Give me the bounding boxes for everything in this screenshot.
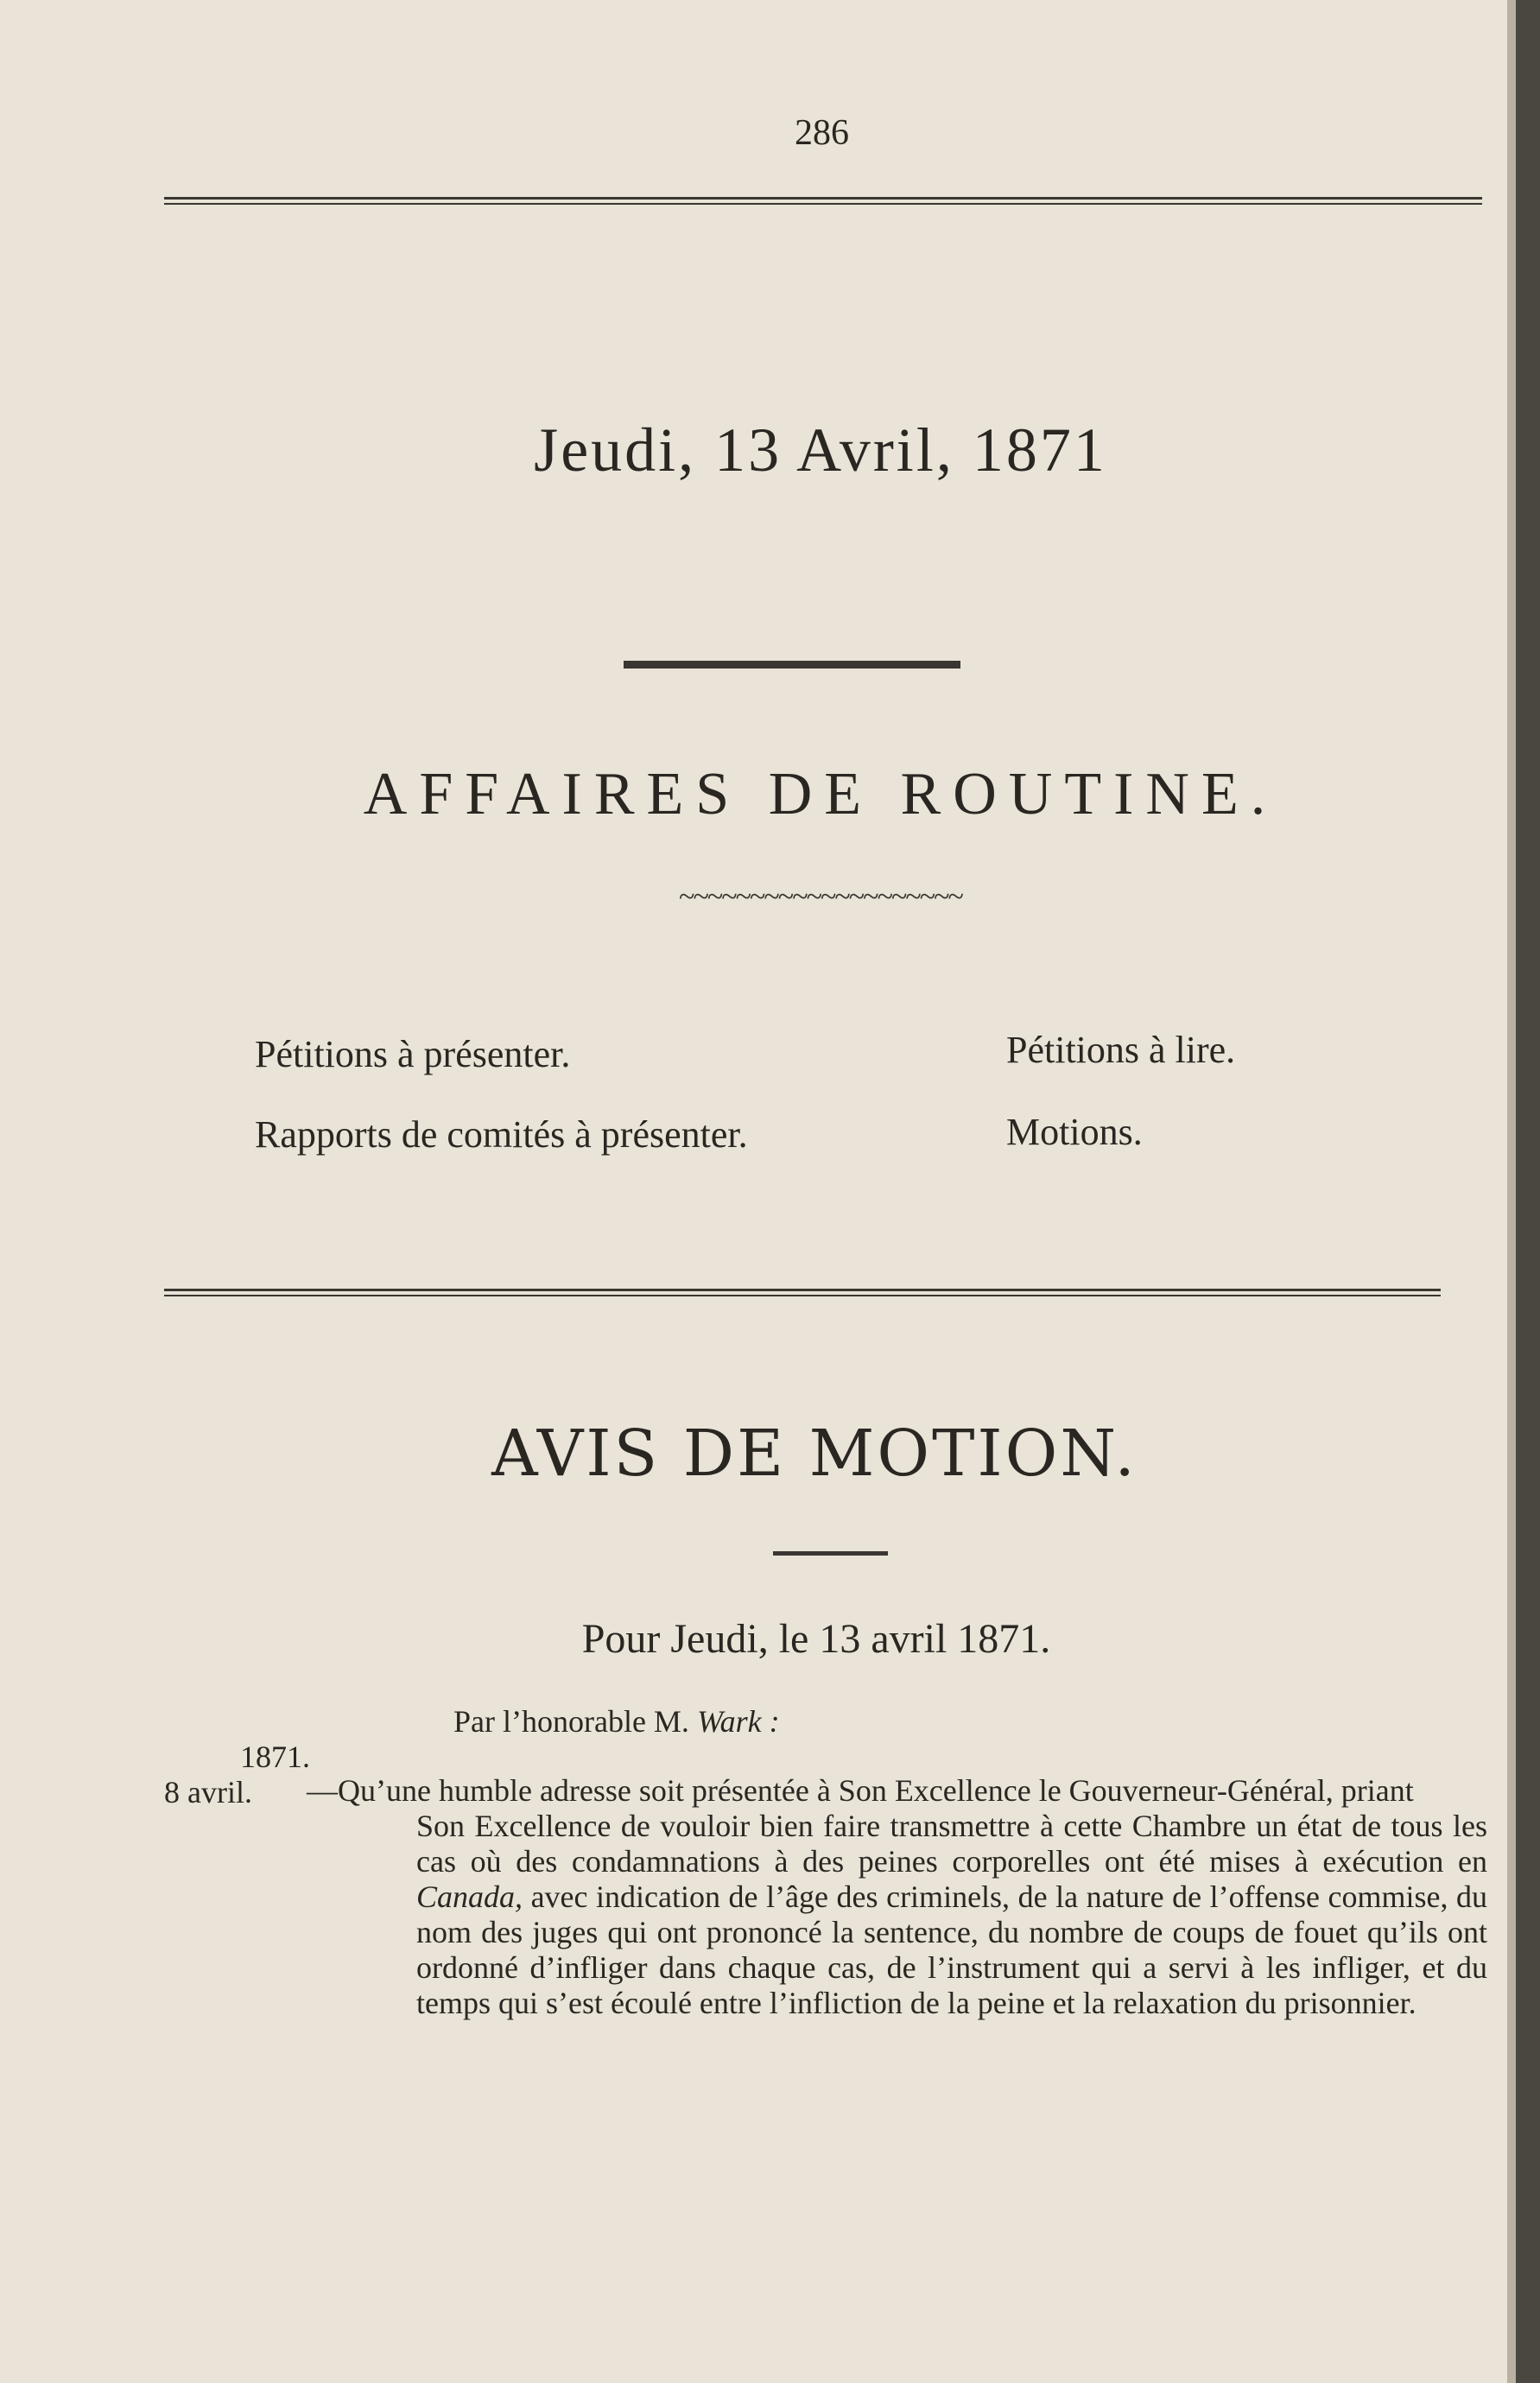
motion-year: 1871. <box>240 1740 310 1774</box>
mover-name: Wark : <box>696 1704 780 1739</box>
motion-date: 8 avril. <box>164 1775 252 1809</box>
motion-first-line: —Qu’une humble adresse soit présentée à Son Excellence le Gouverneur-Général, priant <box>307 1773 1414 1808</box>
routine-wavy-divider: ~~~~~~~~~~~~~~~~~~~~ <box>679 881 962 913</box>
motion-place: Canada, <box>416 1879 523 1914</box>
motion-text-after-place: avec indication de l’âge des criminels, de la nature de l’offense commise, du nom des juges qui ont prononcé la sentence, du nombre de coups de fouet qu’ils ont ordonné d’infliger dans chaque cas, de l’instrument qui a servi à les infliger, et du temps qui s’est écoulé entre l’infliction de la peine et la relaxation du prisonnier. <box>416 1879 1487 2020</box>
middle-double-rule <box>164 1289 1441 1296</box>
date-heading: Jeudi, 13 Avril, 1871 <box>534 415 1107 485</box>
routine-heading: AFFAIRES DE ROUTINE. <box>363 761 1278 827</box>
top-double-rule <box>164 197 1482 205</box>
date-underline <box>624 661 960 669</box>
motion-body <box>416 1809 1487 2021</box>
routine-item-petitions-presenter: Pétitions à présenter. <box>255 1033 571 1075</box>
avis-heading: AVIS DE MOTION. <box>491 1416 1138 1491</box>
routine-item-rapports-comites: Rapports de comités à présenter. <box>255 1113 748 1156</box>
motion-for-date: Pour Jeudi, le 13 avril 1871. <box>581 1616 1051 1662</box>
routine-item-motions: Motions. <box>1006 1111 1143 1153</box>
page-number: 286 <box>795 113 849 153</box>
page-gutter-shadow <box>1507 0 1516 2383</box>
routine-item-petitions-lire: Pétitions à lire. <box>1006 1029 1236 1071</box>
mover-prefix: Par l’honorable M. <box>453 1704 689 1739</box>
motion-mover <box>453 1703 780 1740</box>
motion-text-before-place: Son Excellence de vouloir bien faire transmettre à cette Chambre un état de tous les cas où des condamnations à des peines corporelles ont été mises à exécution en <box>416 1809 1487 1879</box>
page-binding-edge <box>1516 0 1540 2383</box>
avis-underline <box>773 1551 888 1556</box>
